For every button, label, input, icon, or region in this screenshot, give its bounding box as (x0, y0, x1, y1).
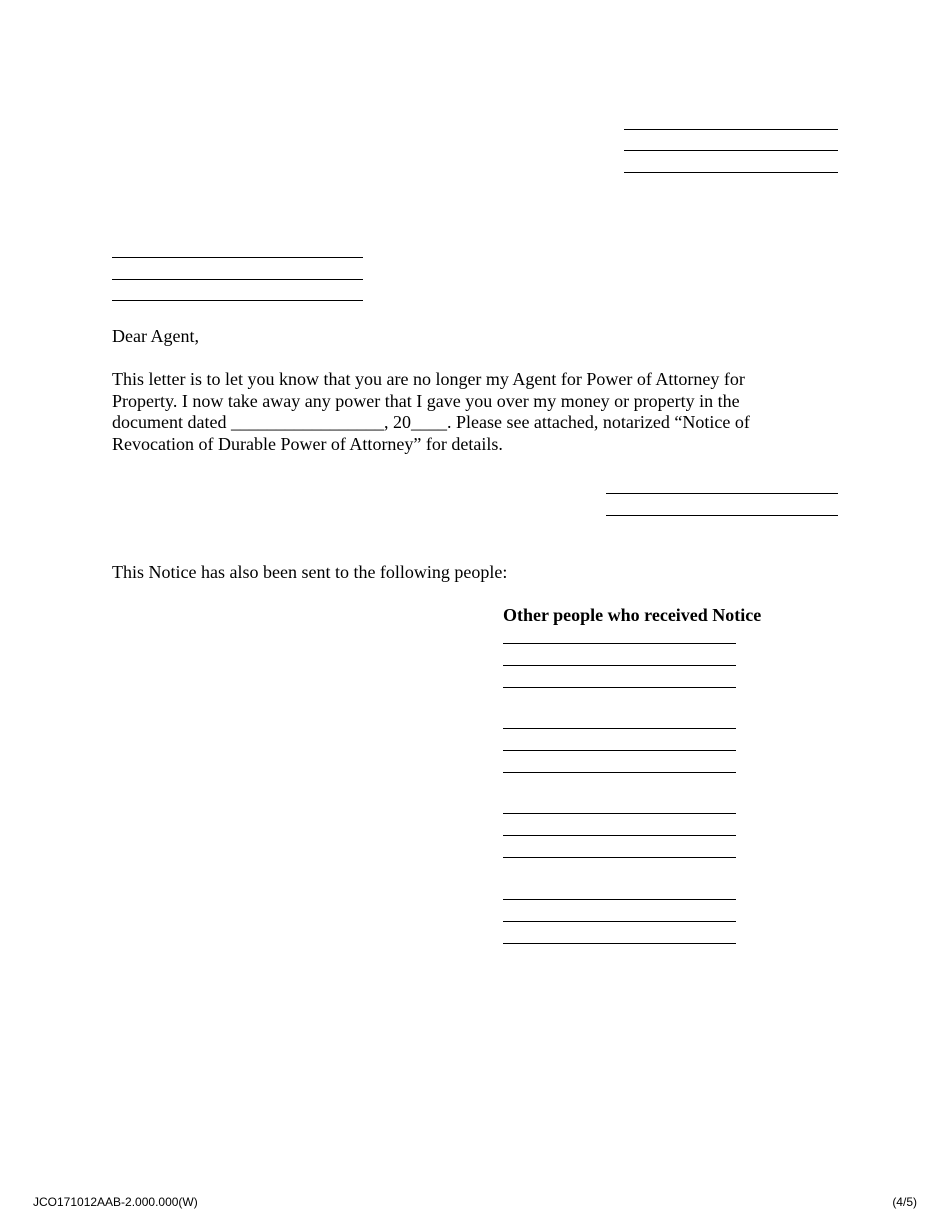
others-heading: Other people who received Notice (503, 605, 762, 625)
others-line[interactable] (503, 772, 736, 773)
others-line[interactable] (503, 921, 736, 922)
letter-body-line-4: Revocation of Durable Power of Attorney” for details. (112, 433, 503, 454)
agent-address-line-2[interactable] (112, 279, 363, 280)
letter-body (112, 369, 812, 455)
page-indicator: (4/5) (892, 1195, 917, 1209)
others-line[interactable] (503, 943, 736, 944)
agent-address-line-1[interactable] (112, 257, 363, 258)
others-line[interactable] (503, 857, 736, 858)
others-line[interactable] (503, 643, 736, 644)
letter-body-line-3: document dated _________________, 20____. Please see attached, notarized “Notice of (112, 412, 750, 432)
others-line[interactable] (503, 665, 736, 666)
sender-address-line-1[interactable] (624, 129, 838, 130)
form-code: JCO171012AAB-2.000.000(W) (33, 1195, 198, 1209)
others-line[interactable] (503, 813, 736, 814)
signature-line-2[interactable] (606, 515, 838, 516)
letter-body-line-2: Property. I now take away any power that I gave you over my money or property in the (112, 390, 740, 411)
others-line[interactable] (503, 728, 736, 729)
sender-address-line-3[interactable] (624, 172, 838, 173)
salutation: Dear Agent, (112, 326, 199, 346)
signature-line-1[interactable] (606, 493, 838, 494)
others-line[interactable] (503, 687, 736, 688)
notice-sent-text: This Notice has also been sent to the following people: (112, 562, 508, 582)
letter-body-line-1: This letter is to let you know that you are no longer my Agent for Power of Attorney for (112, 369, 745, 389)
others-line[interactable] (503, 750, 736, 751)
others-line[interactable] (503, 899, 736, 900)
agent-address-line-3[interactable] (112, 300, 363, 301)
others-line[interactable] (503, 835, 736, 836)
sender-address-line-2[interactable] (624, 150, 838, 151)
